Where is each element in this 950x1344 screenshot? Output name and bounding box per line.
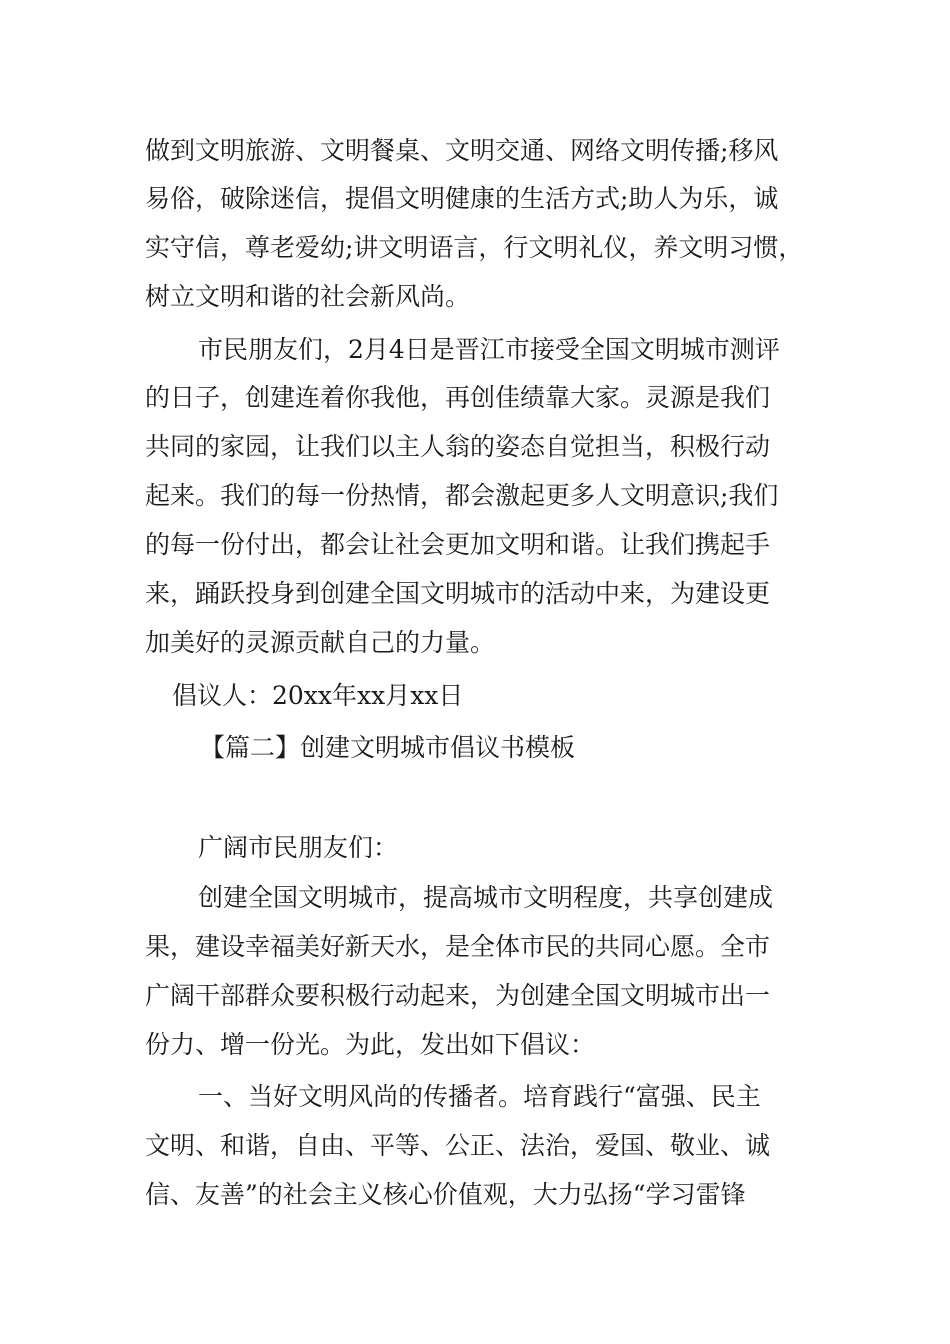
paragraph-first-line: 创建全国文明城市，提高城市文明程度，共享创建成 [198, 883, 774, 912]
paragraph-first-line: 市民朋友们，2月4日是晋江市接受全国文明城市测评 [198, 335, 780, 364]
section-heading: 【篇二】创建文明城市倡议书模板 [200, 733, 576, 762]
text-line: 共同的家园，让我们以主人翁的姿态自觉担当，积极行动 [145, 432, 771, 461]
salutation: 广阔市民朋友们： [198, 833, 399, 862]
signature-line: 倡议人：20xx年xx月xx日 [172, 681, 464, 710]
text-line: 易俗，破除迷信，提倡文明健康的生活方式;助人为乐，诚 [145, 184, 779, 213]
text-line: 果，建设幸福美好新天水，是全体市民的共同心愿。全市 [145, 932, 771, 961]
text-line: 树立文明和谐的社会新风尚。 [145, 282, 471, 311]
text-line: 实守信，尊老爱幼;讲文明语言，行文明礼仪，养文明习惯， [145, 233, 804, 262]
text-line: 起来。我们的每一份热情，都会激起更多人文明意识;我们 [145, 481, 779, 510]
text-line: 加美好的灵源贡献自己的力量。 [145, 628, 496, 657]
text-line: 的日子，创建连着你我他，再创佳绩靠大家。灵源是我们 [145, 383, 771, 412]
text-line: 广阔干部群众要积极行动起来，为创建全国文明城市出一 [145, 981, 771, 1010]
text-line: 做到文明旅游、文明餐桌、文明交通、网络文明传播;移风 [145, 136, 779, 165]
text-line: 的每一份付出，都会让社会更加文明和谐。让我们携起手 [145, 530, 771, 559]
text-line: 信、友善”的社会主义核心价值观，大力弘扬“学习雷锋 [145, 1180, 746, 1209]
text-line: 文明、和谐，自由、平等、公正、法治，爱国、敬业、诚 [145, 1131, 771, 1160]
text-line: 来，踊跃投身到创建全国文明城市的活动中来，为建设更 [145, 579, 771, 608]
text-line: 份力、增一份光。为此，发出如下倡议： [145, 1030, 596, 1059]
paragraph-first-line: 一、当好文明风尚的传播者。培育践行“富强、民主 [198, 1082, 761, 1111]
